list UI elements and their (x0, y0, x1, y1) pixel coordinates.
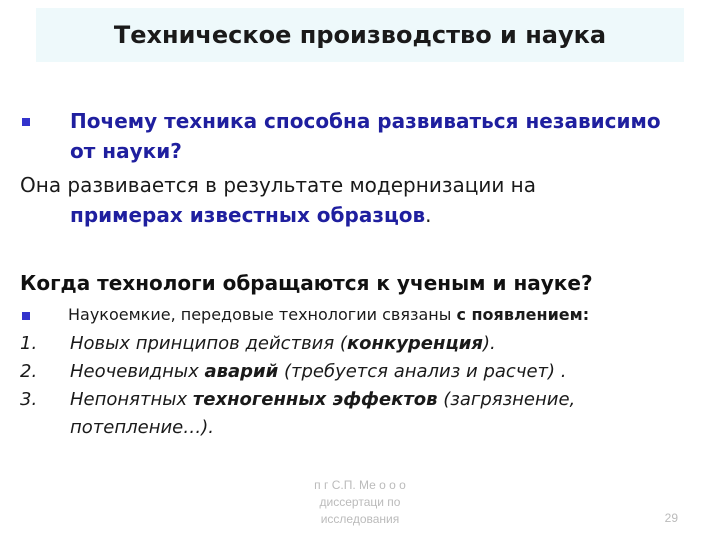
answer-tail: . (425, 203, 432, 227)
answer-line-2 (20, 200, 680, 230)
answer-plain: Она развивается в результате модернизации на (20, 173, 537, 197)
item-number: 1. (20, 333, 38, 354)
footer-note (290, 477, 430, 528)
footer-line: п г С.П. Ме о о о (314, 478, 406, 492)
answer-1 (20, 170, 680, 230)
item-pre: Непонятных (70, 389, 193, 410)
list-item (20, 386, 660, 442)
list-item (20, 358, 660, 386)
item-post: (загрязнение, потепление…). (70, 389, 576, 438)
item-bold: конкуренция (346, 333, 483, 354)
square-bullet-icon (22, 118, 30, 126)
question-1 (22, 106, 682, 166)
item-bold: техногенных эффектов (192, 389, 438, 410)
bullet-text (22, 302, 702, 328)
square-bullet-icon (22, 312, 30, 320)
bullet-plain: Наукоемкие, передовые технологии связаны (68, 305, 452, 324)
bullet-bold: с появлением: (456, 305, 590, 324)
question-2: Когда технологи обращаются к ученым и науке? (20, 271, 593, 295)
item-pre: Новых принципов действия ( (70, 333, 347, 354)
numbered-list (20, 330, 660, 442)
title-bar (36, 8, 684, 62)
question-1-text: Почему техника способна развиваться независимо от науки? (70, 109, 661, 163)
item-post: ). (482, 333, 496, 354)
item-pre: Неочевидных (70, 361, 205, 382)
footer-line: диссертаци по (319, 495, 401, 509)
item-number: 2. (20, 361, 38, 382)
item-number: 3. (20, 389, 38, 410)
slide-title: Техническое производство и наука (113, 21, 607, 49)
item-bold: аварий (204, 361, 279, 382)
answer-bold: примерах известных образцов (70, 203, 426, 227)
footer-line: исследования (320, 512, 400, 526)
item-post: (требуется анализ и расчет) . (278, 361, 567, 382)
page-number: 29 (664, 511, 678, 525)
bullet-item (22, 302, 702, 328)
list-item (20, 330, 660, 358)
